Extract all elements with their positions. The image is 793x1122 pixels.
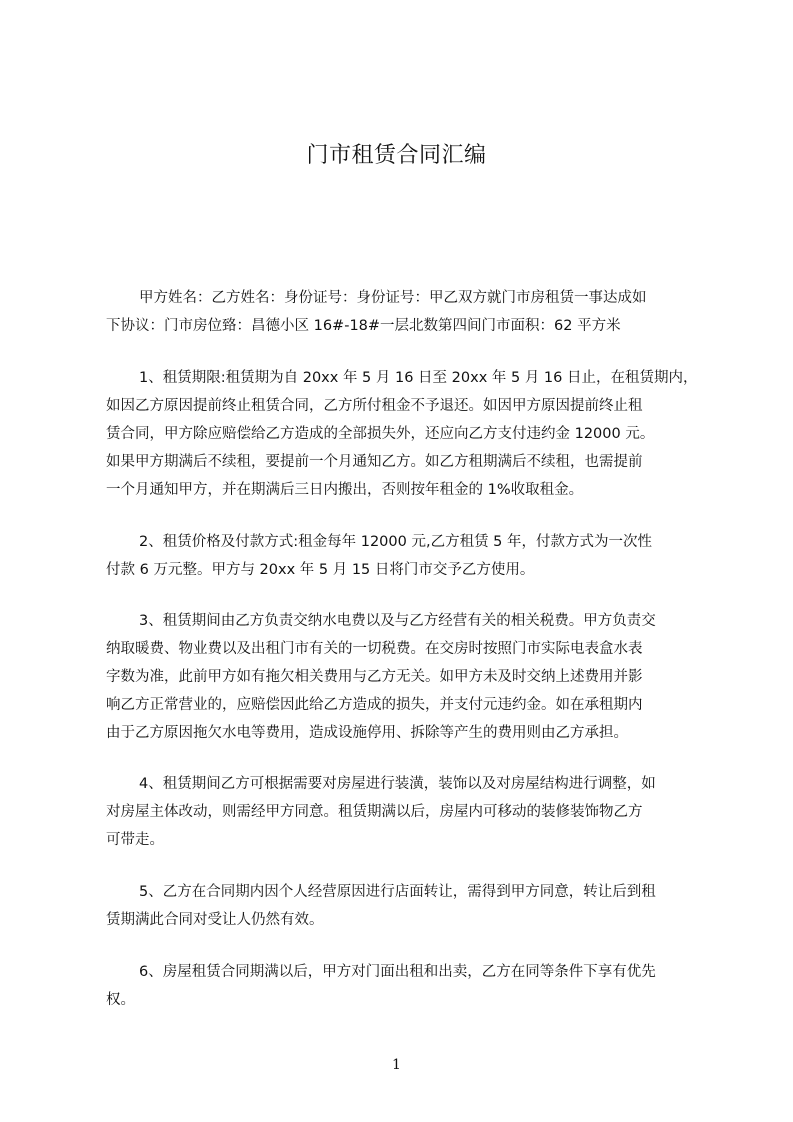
paragraph-line: 权。	[106, 992, 135, 1008]
paragraph-line: 甲方姓名：乙方姓名：身份证号：身份证号：甲乙双方就门市房租赁一事达成如	[139, 290, 647, 306]
paragraph-line: 赁期满此合同对受让人仍然有效。	[106, 912, 324, 928]
paragraph-line: 2、租赁价格及付款方式:租金每年 12000 元,乙方租赁 5 年，付款方式为一次性	[139, 534, 653, 550]
paragraph-line: 3、租赁期间由乙方负责交纳水电费以及与乙方经营有关的相关税费。甲方负责交	[139, 613, 656, 629]
paragraph-line: 字数为准，此前甲方如有拖欠相关费用与乙方无关。如甲方未及时交纳上述费用并影	[106, 669, 643, 685]
document-title: 门市租赁合同汇编	[306, 143, 487, 168]
paragraph-line: 如果甲方期满后不续租，要提前一个月通知乙方。如乙方租期满后不续租，也需提前	[106, 454, 643, 470]
paragraph-line: 5、乙方在合同期内因个人经营原因进行店面转让，需得到甲方同意，转让后到租	[139, 884, 656, 900]
paragraph-line: 下协议：门市房位臵：昌德小区 16#-18#一层北数第四间门市面积：62 平方米	[106, 318, 621, 334]
paragraph-line: 纳取暖费、物业费以及出租门市有关的一切税费。在交房时按照门市实际电表盒水表	[106, 641, 643, 657]
paragraph-line: 对房屋主体改动，则需经甲方同意。租赁期满以后，房屋内可移动的装修装饰物乙方	[106, 804, 643, 820]
paragraph-line: 付款 6 万元整。甲方与 20xx 年 5 月 15 日将门市交予乙方使用。	[106, 562, 535, 578]
paragraph-line: 如因乙方原因提前终止租赁合同，乙方所付租金不予退还。如因甲方原因提前终止租	[106, 398, 643, 414]
page-number: 1	[392, 1057, 401, 1073]
paragraph-line: 6、房屋租赁合同期满以后，甲方对门面出租和出卖，乙方在同等条件下享有优先	[139, 964, 656, 980]
paragraph-line: 响乙方正常营业的，应赔偿因此给乙方造成的损失，并支付元违约金。如在承租期内	[106, 697, 643, 713]
paragraph-line: 1、租赁期限:租赁期为自 20xx 年 5 月 16 日至 20xx 年 5 月 16 日止，在租赁期内，	[139, 370, 698, 386]
paragraph-line: 一个月通知甲方，并在期满后三日内搬出，否则按年租金的 1%收取租金。	[106, 482, 584, 498]
paragraph-line: 赁合同，甲方除应赔偿给乙方造成的全部损失外，还应向乙方支付违约金 12000 元。	[106, 426, 655, 442]
paragraph-line: 可带走。	[106, 832, 164, 848]
paragraph-line: 由于乙方原因拖欠水电等费用，造成设施停用、拆除等产生的费用则由乙方承担。	[106, 725, 628, 741]
paragraph-line: 4、租赁期间乙方可根据需要对房屋进行装潢，装饰以及对房屋结构进行调整，如	[139, 776, 656, 792]
